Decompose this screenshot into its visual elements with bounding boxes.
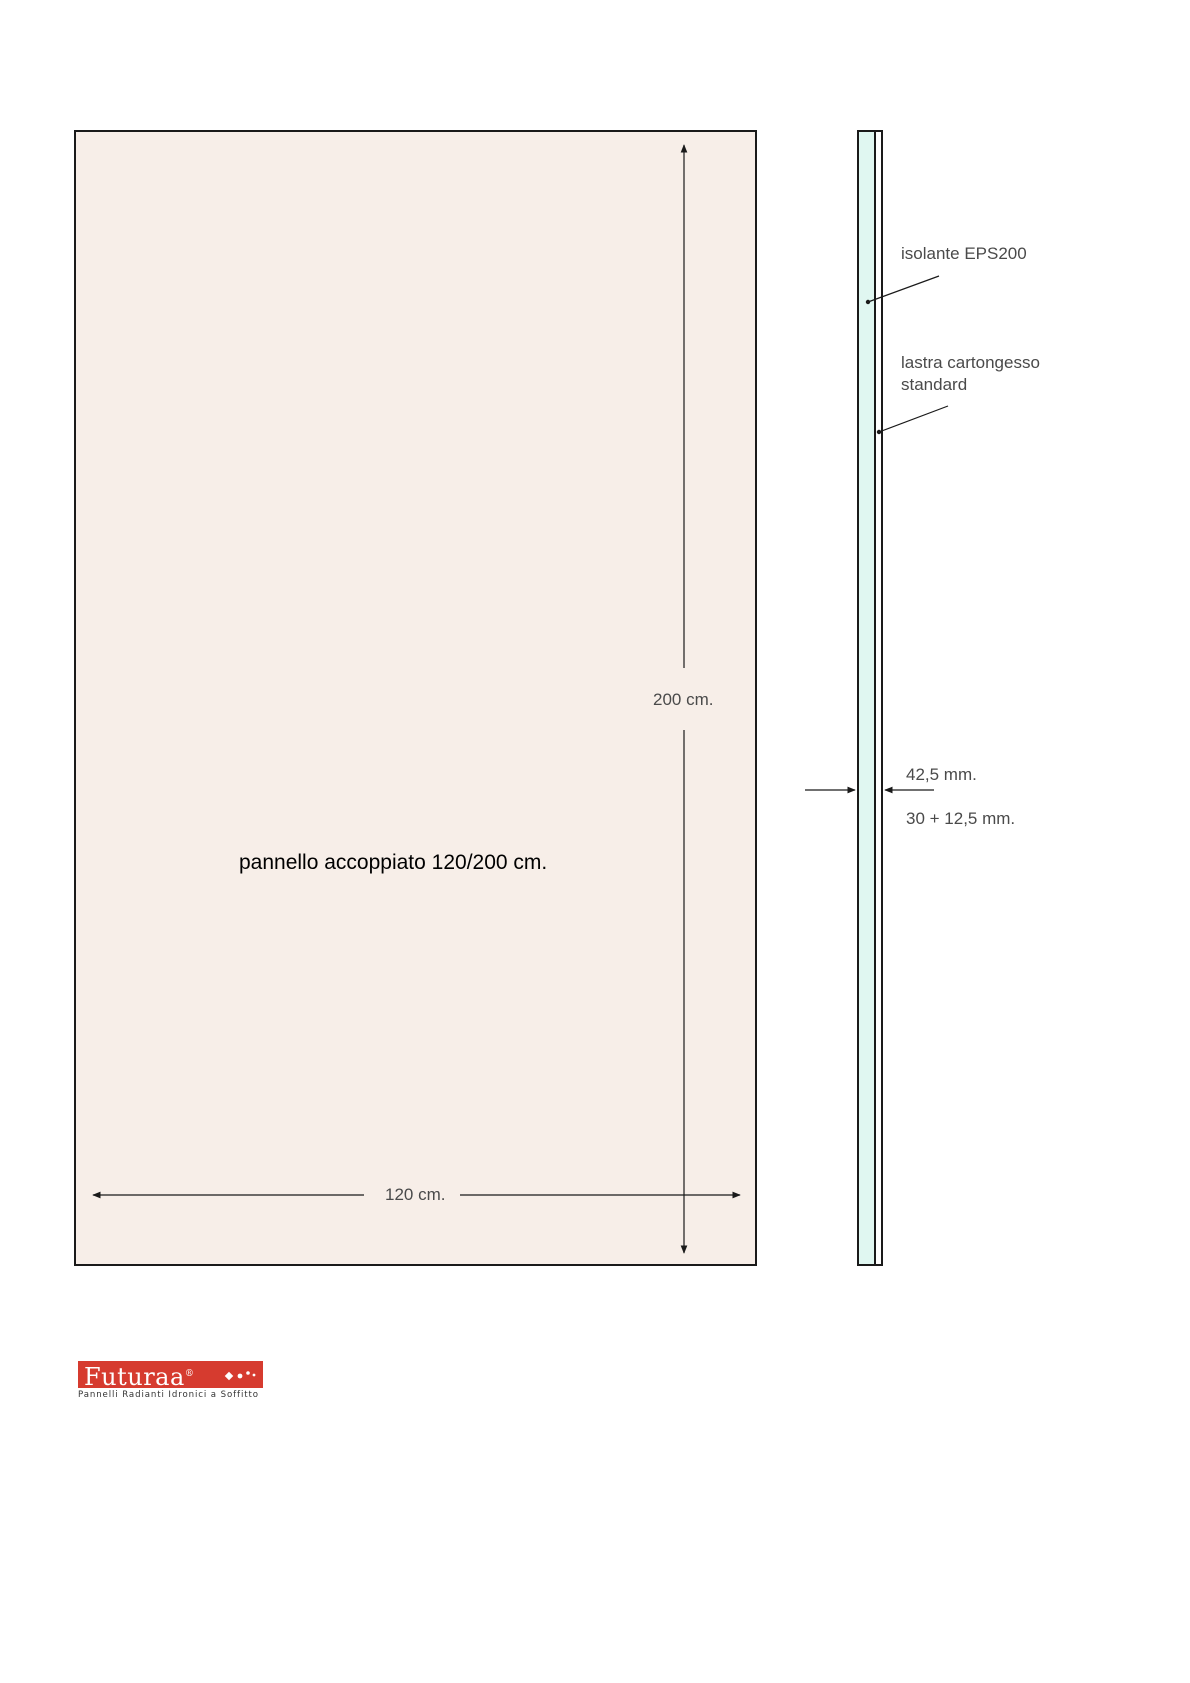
logo-dots-icon — [224, 1369, 258, 1381]
panel-title: pannello accoppiato 120/200 cm. — [239, 851, 548, 874]
board-leader-line — [879, 406, 948, 432]
insulation-label: isolante EPS200 — [901, 244, 1027, 263]
brand-logo — [78, 1361, 263, 1401]
thickness-total-label: 42,5 mm. — [906, 765, 977, 784]
thickness-breakdown-label: 30 + 12,5 mm. — [906, 809, 1016, 828]
board-label-line1: lastra cartongesso — [901, 353, 1040, 372]
board-label-line2: standard — [901, 375, 968, 394]
logo-brand-text: Futuraa — [84, 1363, 185, 1391]
logo-trademark: ® — [184, 1369, 195, 1379]
board-leader-dot — [877, 430, 881, 434]
logo-tagline: Pannelli Radianti Idronici a Soffitto — [78, 1390, 259, 1400]
width-label: 120 cm. — [385, 1185, 446, 1204]
logo-wordmark — [84, 1361, 194, 1391]
insulation-leader-dot — [866, 300, 870, 304]
insulation-leader-line — [868, 276, 939, 302]
height-label: 200 cm. — [653, 690, 714, 709]
